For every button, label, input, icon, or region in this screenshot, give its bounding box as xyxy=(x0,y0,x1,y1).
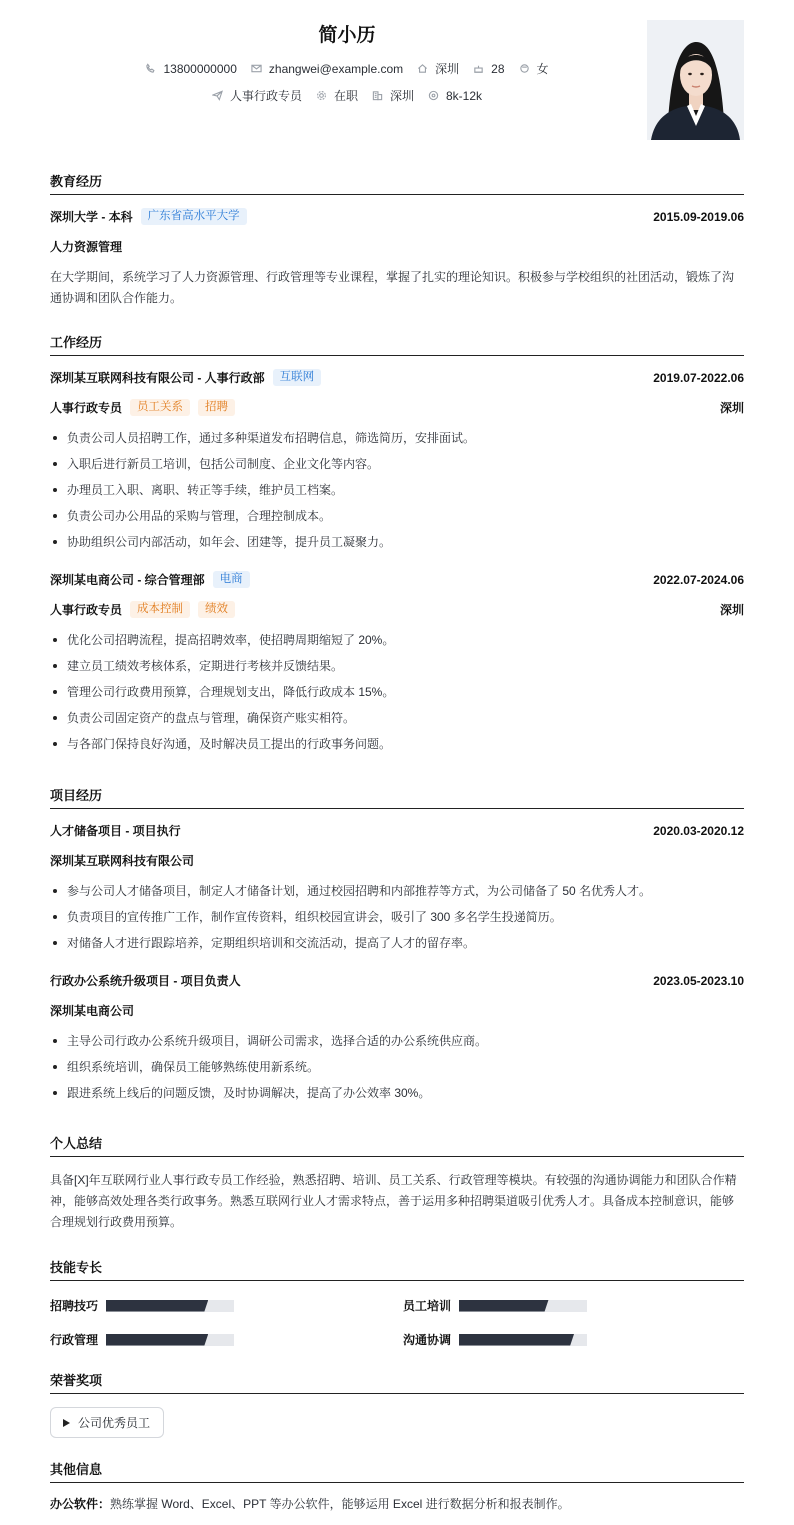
list-item: 协助组织公司内部活动，如年会、团建等，提升员工凝聚力。 xyxy=(50,529,744,555)
section-title-project: 项目经历 xyxy=(50,785,744,809)
salary-info: 8k-12k xyxy=(428,89,482,103)
candidate-name: 简小历 xyxy=(318,25,376,46)
coin-icon xyxy=(428,90,439,101)
skill-bar-fill xyxy=(106,1334,208,1346)
skill-bar-fill xyxy=(459,1334,574,1346)
list-item: 办理员工入职、离职、转正等手续，维护员工档案。 xyxy=(50,477,744,503)
list-item: 优化公司招聘流程，提高招聘效率，使招聘周期缩短了 20%。 xyxy=(50,627,744,653)
section-title-skills: 技能专长 xyxy=(50,1257,744,1281)
project-period: 2023.05-2023.10 xyxy=(653,973,744,988)
list-item: 负责公司办公用品的采购与管理，合理控制成本。 xyxy=(50,503,744,529)
project-period: 2020.03-2020.12 xyxy=(653,823,744,838)
project-company-row xyxy=(50,852,744,869)
mail-icon xyxy=(251,63,262,74)
other-info xyxy=(50,1495,570,1512)
project-bullets xyxy=(50,1028,744,1106)
work-header xyxy=(50,571,744,588)
education-major-row xyxy=(50,238,744,255)
gear-icon xyxy=(316,90,327,101)
work-role-row xyxy=(50,399,744,416)
skill-item xyxy=(50,1331,234,1348)
work-bullets xyxy=(50,425,744,555)
work-role-row xyxy=(50,601,744,618)
skill-name: 行政管理 xyxy=(50,1333,99,1347)
status-info: 在职 xyxy=(316,87,358,104)
work-period: 2022.07-2024.06 xyxy=(653,572,744,587)
section-title-honors: 荣誉奖项 xyxy=(50,1370,744,1394)
role-title: 人事行政专员 xyxy=(50,401,123,415)
email-info: zhangwei@example.com xyxy=(251,62,403,76)
honor-item[interactable] xyxy=(50,1407,164,1438)
age-info: 28 xyxy=(473,62,504,76)
industry-tag: 互联网 xyxy=(273,369,322,386)
section-title-summary: 个人总结 xyxy=(50,1133,744,1157)
gender-icon xyxy=(519,63,530,74)
school-name: 深圳大学 - 本科 xyxy=(50,210,133,224)
list-item: 入职后进行新员工培训，包括公司制度、企业文化等内容。 xyxy=(50,451,744,477)
skill-item xyxy=(403,1331,587,1348)
cake-icon xyxy=(473,63,484,74)
list-item: 负责公司人员招聘工作，通过多种渠道发布招聘信息，筛选简历，安排面试。 xyxy=(50,425,744,451)
project-company-row xyxy=(50,1002,744,1019)
skill-bar-fill xyxy=(459,1300,549,1312)
project-company: 深圳某电商公司 xyxy=(50,1004,135,1018)
project-header xyxy=(50,972,744,989)
list-item: 跟进系统上线后的问题反馈，及时协调解决，提高了办公效率 30%。 xyxy=(50,1080,744,1106)
list-item: 主导公司行政办公系统升级项目，调研公司需求，选择合适的办公系统供应商。 xyxy=(50,1028,744,1054)
project-name: 人才储备项目 - 项目执行 xyxy=(50,824,181,838)
list-item: 与各部门保持良好沟通，及时解决员工提出的行政事务问题。 xyxy=(50,731,744,757)
work-period: 2019.07-2022.06 xyxy=(653,370,744,385)
company-name: 深圳某互联网科技有限公司 - 人事行政部 xyxy=(50,371,265,385)
list-item: 组织系统培训，确保员工能够熟练使用新系统。 xyxy=(50,1054,744,1080)
skill-item xyxy=(403,1297,587,1314)
role-tag: 招聘 xyxy=(198,399,235,416)
skill-item xyxy=(50,1297,234,1314)
skill-bar xyxy=(459,1334,587,1346)
summary-text: 具备[X]年互联网行业人事行政专员工作经验，熟悉招聘、培训、员工关系、行政管理等模块。有较强的沟通协调能力和团队合作精神，能够高效处理各类行政事务。熟悉互联网行业人才需求特点，善于运用多种招聘渠道吸引优秀人才。具备成本控制意识，能够合理规划行政费用预算。 xyxy=(50,1173,737,1229)
skill-name: 员工培训 xyxy=(403,1299,452,1313)
project-bullets xyxy=(50,878,744,956)
skill-name: 沟通协调 xyxy=(403,1333,452,1347)
portrait-image xyxy=(647,20,744,140)
role-tag: 绩效 xyxy=(198,601,235,618)
skill-bar-fill xyxy=(106,1300,208,1312)
other-text: 熟练掌握 Word、Excel、PPT 等办公软件，能够运用 Excel 进行数据分析和报表制作。 xyxy=(110,1497,570,1511)
list-item: 参与公司人才储备项目，制定人才储备计划，通过校园招聘和内部推荐等方式，为公司储备了 50 名优秀人才。 xyxy=(50,878,744,904)
list-item: 对储备人才进行跟踪培养，定期组织培训和交流活动，提高了人才的留存率。 xyxy=(50,930,744,956)
list-item: 管理公司行政费用预算，合理规划支出，降低行政成本 15%。 xyxy=(50,679,744,705)
project-company: 深圳某互联网科技有限公司 xyxy=(50,854,195,868)
section-title-work: 工作经历 xyxy=(50,332,744,356)
list-item: 负责项目的宣传推广工作，制作宣传资料，组织校园宣讲会，吸引了 300 多名学生投递简历。 xyxy=(50,904,744,930)
section-title-education: 教育经历 xyxy=(50,171,744,195)
gender-info: 女 xyxy=(519,60,549,77)
section-title-other: 其他信息 xyxy=(50,1459,744,1483)
company-name: 深圳某电商公司 - 综合管理部 xyxy=(50,573,205,587)
work-location: 深圳 xyxy=(719,401,744,415)
job-intent-row xyxy=(50,87,644,104)
work-bullets xyxy=(50,627,744,757)
target-city-info: 深圳 xyxy=(372,87,414,104)
work-location: 深圳 xyxy=(719,603,744,617)
work-header xyxy=(50,369,744,386)
list-item: 负责公司固定资产的盘点与管理，确保资产账实相符。 xyxy=(50,705,744,731)
home-icon xyxy=(417,63,428,74)
education-header xyxy=(50,208,744,225)
building-icon xyxy=(372,90,383,101)
education-period: 2015.09-2019.06 xyxy=(653,209,744,224)
play-icon xyxy=(63,1419,70,1427)
other-label: 办公软件： xyxy=(50,1497,111,1511)
industry-tag: 电商 xyxy=(213,571,250,588)
role-tag: 成本控制 xyxy=(130,601,190,618)
skill-name: 招聘技巧 xyxy=(50,1299,99,1313)
contact-info-row xyxy=(50,60,644,77)
target-position-info: 人事行政专员 xyxy=(212,87,302,104)
profile-photo xyxy=(647,20,744,140)
project-header xyxy=(50,822,744,839)
send-icon xyxy=(212,90,223,101)
city-info: 深圳 xyxy=(417,60,459,77)
major: 人力资源管理 xyxy=(50,240,123,254)
phone-icon xyxy=(145,63,156,74)
school-tag: 广东省高水平大学 xyxy=(141,208,247,225)
honor-label: 公司优秀员工 xyxy=(78,1416,151,1430)
education-description: 在大学期间，系统学习了人力资源管理、行政管理等专业课程，掌握了扎实的理论知识。积极参与学校组织的社团活动，锻炼了沟通协调和团队合作能力。 xyxy=(50,270,735,305)
project-name: 行政办公系统升级项目 - 项目负责人 xyxy=(50,974,241,988)
skill-bar xyxy=(459,1300,587,1312)
skill-bar xyxy=(106,1334,234,1346)
list-item: 建立员工绩效考核体系，定期进行考核并反馈结果。 xyxy=(50,653,744,679)
skill-bar xyxy=(106,1300,234,1312)
phone-info: 13800000000 xyxy=(145,62,236,76)
role-tag: 员工关系 xyxy=(130,399,190,416)
role-title: 人事行政专员 xyxy=(50,603,123,617)
